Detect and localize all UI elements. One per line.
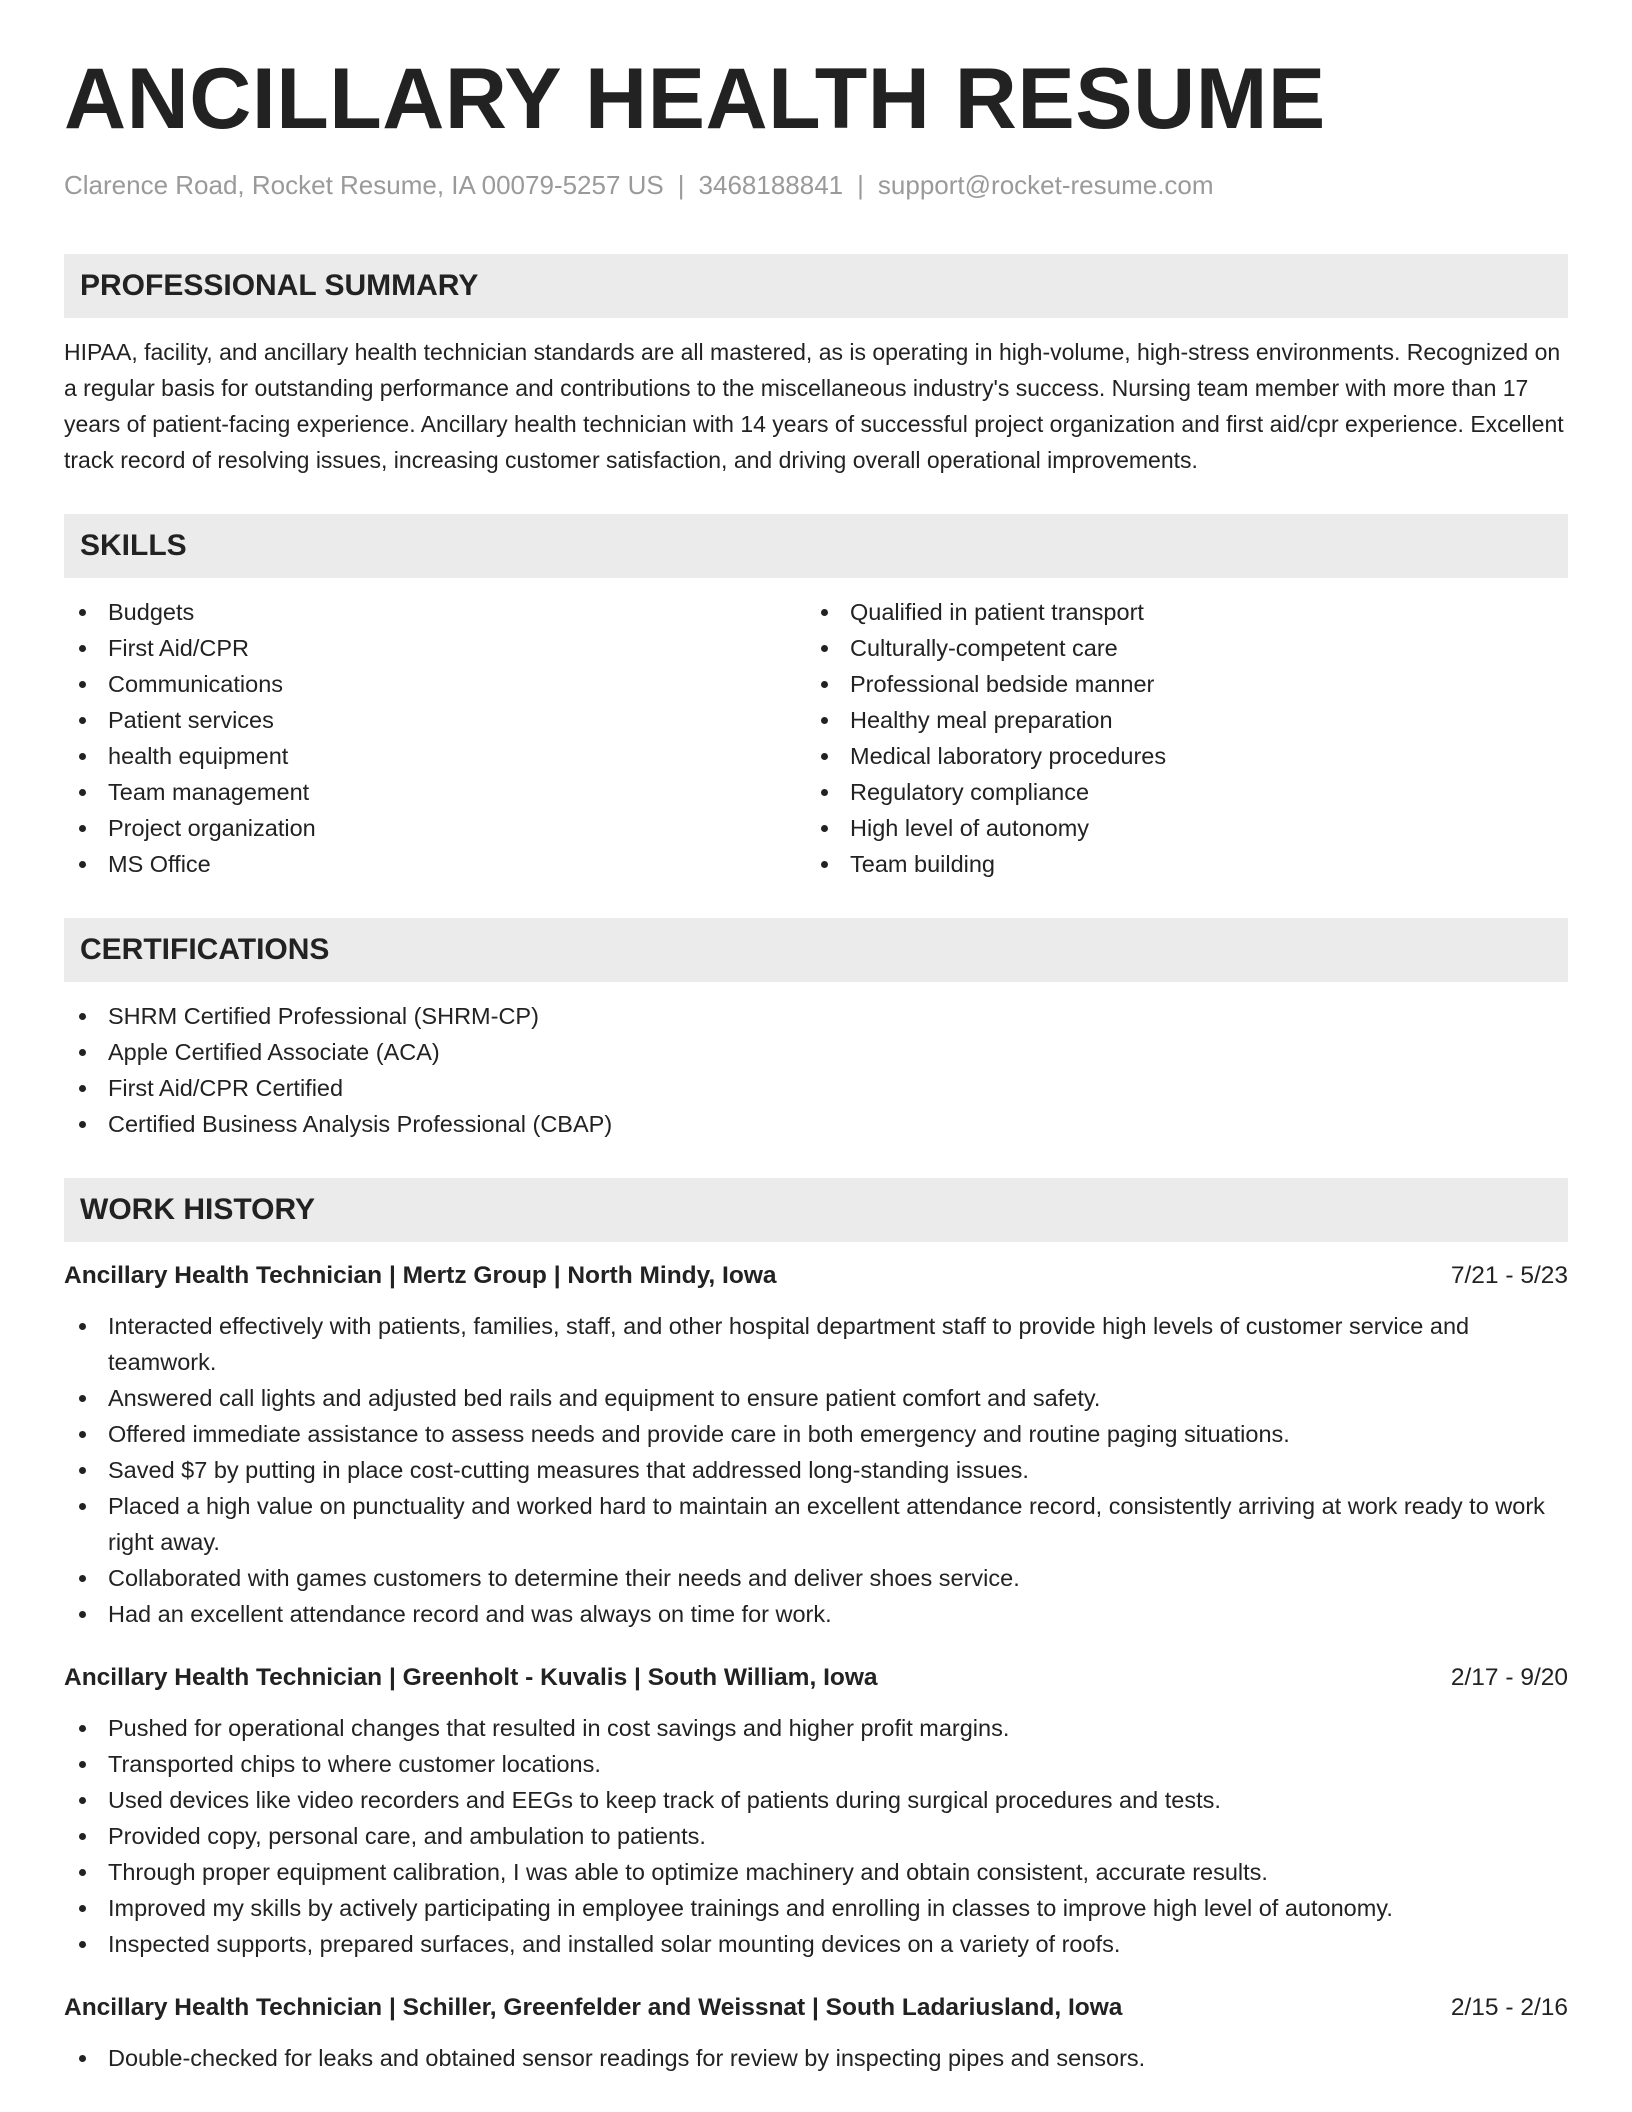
job-bullets bbox=[64, 2040, 1568, 2076]
job-title: Ancillary Health Technician | Mertz Group | North Mindy, Iowa bbox=[64, 1262, 777, 1290]
job-dates: 2/15 - 2/16 bbox=[1450, 1994, 1568, 2022]
skills-list-right bbox=[806, 594, 1548, 882]
skills-list-left bbox=[64, 594, 806, 882]
resume-title: ANCILLARY HEALTH RESUME bbox=[64, 51, 1326, 147]
job-bullet: Offered immediate assistance to assess needs and provide care in both emergency and routine paging situations. bbox=[64, 1416, 1568, 1452]
certifications-section bbox=[64, 918, 1568, 1142]
job-bullet: Provided copy, personal care, and ambulation to patients. bbox=[64, 1818, 1568, 1854]
skill-item: MS Office bbox=[64, 846, 806, 882]
skills-heading: SKILLS bbox=[64, 514, 1568, 578]
resume-page bbox=[64, 52, 1568, 2112]
job-bullet: Pushed for operational changes that resulted in cost savings and higher profit margins. bbox=[64, 1710, 1568, 1746]
job-title: Ancillary Health Technician | Schiller, Greenfelder and Weissnat | South Ladariusland, Iowa bbox=[64, 1994, 1123, 2022]
job-header bbox=[64, 1660, 1568, 1696]
job-entry bbox=[64, 1258, 1568, 1632]
job-entry bbox=[64, 1990, 1568, 2076]
job-bullet: Double-checked for leaks and obtained sensor readings for review by inspecting pipes and sensors. bbox=[64, 2040, 1568, 2076]
job-dates: 7/21 - 5/23 bbox=[1450, 1262, 1568, 1290]
certifications-list bbox=[64, 998, 1568, 1142]
job-bullet: Improved my skills by actively participating in employee trainings and enrolling in classes to improve high level of autonomy. bbox=[64, 1890, 1568, 1926]
skill-item: Communications bbox=[64, 666, 806, 702]
summary-text: HIPAA, facility, and ancillary health technician standards are all mastered, as is operating in high-volume, high-stress environments. Recognized on a regular basis for outstanding performance and contributions to the miscellaneous industry's success. Nursing team member with more than 17 years of patient-facing experience. Ancillary health technician with 14 years of successful project organization and first aid/cpr experience. Excellent track record of resolving issues, increasing customer satisfaction, and driving overall operational improvements. bbox=[64, 339, 1564, 474]
job-entry bbox=[64, 1660, 1568, 1962]
work-history-heading: WORK HISTORY bbox=[64, 1178, 1568, 1242]
skill-item: Regulatory compliance bbox=[806, 774, 1548, 810]
skill-item: Project organization bbox=[64, 810, 806, 846]
job-bullet: Transported chips to where customer locations. bbox=[64, 1746, 1568, 1782]
skill-item: Culturally-competent care bbox=[806, 630, 1548, 666]
contact-line bbox=[64, 169, 1568, 203]
skill-item: Qualified in patient transport bbox=[806, 594, 1548, 630]
skill-item: Team management bbox=[64, 774, 806, 810]
skill-item: Professional bedside manner bbox=[806, 666, 1548, 702]
skill-item: High level of autonomy bbox=[806, 810, 1548, 846]
skill-item: health equipment bbox=[64, 738, 806, 774]
skill-item: Medical laboratory procedures bbox=[806, 738, 1548, 774]
job-header bbox=[64, 1990, 1568, 2026]
skill-item: First Aid/CPR bbox=[64, 630, 806, 666]
job-dates: 2/17 - 9/20 bbox=[1450, 1664, 1568, 1692]
skills-section bbox=[64, 514, 1568, 882]
contact-separator: | bbox=[857, 169, 864, 200]
contact-phone: 3468188841 bbox=[698, 169, 844, 200]
job-bullet: Placed a high value on punctuality and worked hard to maintain an excellent attendance record, consistently arriving at work ready to work right away. bbox=[64, 1488, 1568, 1560]
skills-columns bbox=[64, 594, 1568, 882]
work-history-section bbox=[64, 1178, 1568, 2076]
certification-item: Certified Business Analysis Professional (CBAP) bbox=[64, 1106, 1568, 1142]
contact-email: support@rocket-resume.com bbox=[877, 169, 1214, 200]
job-bullet: Used devices like video recorders and EEGs to keep track of patients during surgical procedures and tests. bbox=[64, 1782, 1568, 1818]
job-bullet: Interacted effectively with patients, families, staff, and other hospital department staff to provide high levels of customer service and teamwork. bbox=[64, 1308, 1568, 1380]
certification-item: SHRM Certified Professional (SHRM-CP) bbox=[64, 998, 1568, 1034]
job-bullets bbox=[64, 1710, 1568, 1962]
summary-section bbox=[64, 254, 1568, 478]
skill-item: Healthy meal preparation bbox=[806, 702, 1548, 738]
job-bullet: Saved $7 by putting in place cost-cutting measures that addressed long-standing issues. bbox=[64, 1452, 1568, 1488]
job-bullet: Inspected supports, prepared surfaces, and installed solar mounting devices on a variety of roofs. bbox=[64, 1926, 1568, 1962]
job-bullet: Collaborated with games customers to determine their needs and deliver shoes service. bbox=[64, 1560, 1568, 1596]
job-bullet: Had an excellent attendance record and was always on time for work. bbox=[64, 1596, 1568, 1632]
skill-item: Patient services bbox=[64, 702, 806, 738]
job-bullet: Answered call lights and adjusted bed rails and equipment to ensure patient comfort and safety. bbox=[64, 1380, 1568, 1416]
certification-item: First Aid/CPR Certified bbox=[64, 1070, 1568, 1106]
skill-item: Budgets bbox=[64, 594, 806, 630]
certifications-heading: CERTIFICATIONS bbox=[64, 918, 1568, 982]
job-header bbox=[64, 1258, 1568, 1294]
certification-item: Apple Certified Associate (ACA) bbox=[64, 1034, 1568, 1070]
contact-separator: | bbox=[677, 169, 685, 200]
job-title: Ancillary Health Technician | Greenholt - Kuvalis | South William, Iowa bbox=[64, 1664, 878, 1692]
contact-address: Clarence Road, Rocket Resume, IA 00079-5257 US bbox=[64, 169, 664, 200]
job-bullet: Through proper equipment calibration, I was able to optimize machinery and obtain consistent, accurate results. bbox=[64, 1854, 1568, 1890]
skill-item: Team building bbox=[806, 846, 1548, 882]
summary-heading: PROFESSIONAL SUMMARY bbox=[64, 254, 1568, 318]
job-bullets bbox=[64, 1308, 1568, 1632]
